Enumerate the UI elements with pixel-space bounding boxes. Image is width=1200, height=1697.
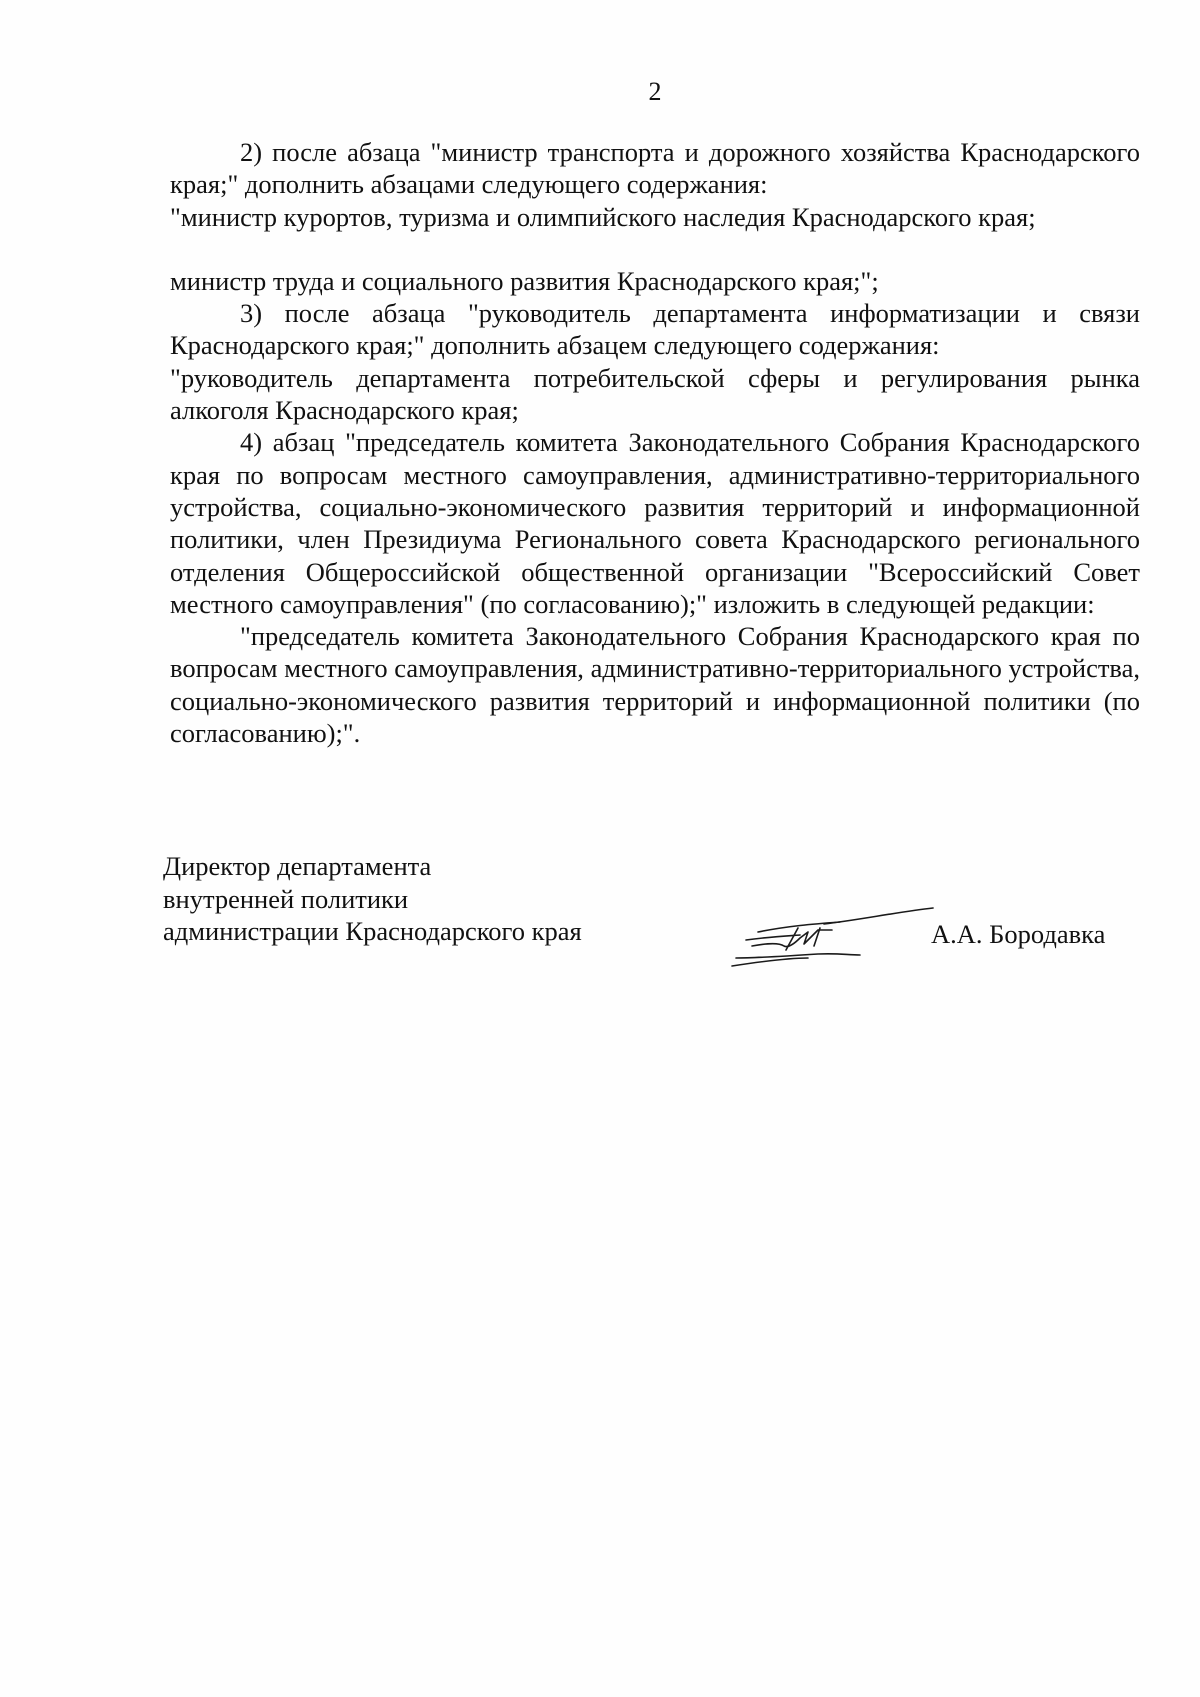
signatory-title-line: администрации Краснодарского края [163, 916, 582, 946]
paragraph-item-4: 4) абзац "председатель комитета Законодательного Собрания Краснодарского края по вопросам местного самоуправления, административно-территориального устройства, социально-экономического развития территорий и информационной политики, член Президиума Регионального совета Краснодарского регионального отделения Общероссийской общественной организации "Всероссийский Совет местного самоуправления" (по согласованию);" изложить в следующей редакции: [170, 427, 1140, 619]
paragraph-quote-consumer-dept: "руководитель департамента потребительской сферы и регулирования рынка алкоголя Краснодарского края; [170, 362, 1140, 426]
paragraph-new-wording: "председатель комитета Законодательного Собрания Краснодарского края по вопросам местного самоуправления, административно-территориального устройства, социально-экономического развития территорий и информационной политики (по согласованию);". [170, 621, 1140, 749]
signatory-title-line: Директор департамента [163, 851, 432, 881]
page-number: 2 [648, 77, 662, 106]
signatory-title-line: внутренней политики [163, 883, 409, 914]
signatory-name: А.А. Бородавка [931, 919, 1106, 949]
signatory-title [163, 850, 582, 948]
handwritten-signature [728, 900, 948, 980]
paragraph-quote-minister-resorts: "министр курортов, туризма и олимпийского наследия Краснодарского края; [170, 201, 1036, 232]
document-body [170, 136, 1140, 749]
paragraph-item-3: 3) после абзаца "руководитель департамента информатизации и связи Краснодарского края;" дополнить абзацем следующего содержания: [170, 298, 1140, 361]
paragraph-item-2: 2) после абзаца "министр транспорта и дорожного хозяйства Краснодарского края;" дополнить абзацами следующего содержания: [170, 137, 1140, 200]
paragraph-minister-labour: министр труда и социального развития Краснодарского края;"; [170, 265, 879, 296]
